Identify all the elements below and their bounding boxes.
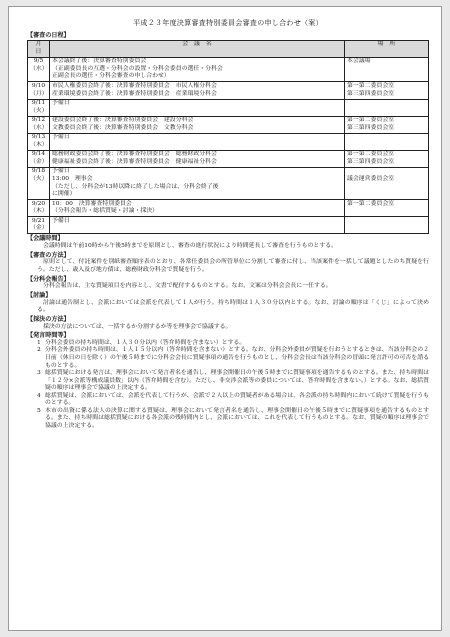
schedule-room-line: 第一第二委員会室 bbox=[347, 117, 395, 124]
schedule-meeting bbox=[50, 57, 345, 82]
schedule-date bbox=[28, 99, 50, 116]
section-heading: 【討論】 bbox=[27, 291, 52, 299]
speaking-item bbox=[27, 408, 429, 431]
item-number: 1 bbox=[37, 339, 41, 346]
schedule-meeting-line: 予備日 bbox=[52, 217, 70, 224]
item-text: 本市の出資に係る法人の決算に関する質疑は、理事会において発言者名を通告し、理事会開催日の午後５時までに質疑事項を通告するものとする。また、持ち時間は総括質疑における各会派の残時間内とし、会派においては、これを代表して行うものとする。なお、質疑の順序は理事会で協議の上決定する。 bbox=[45, 407, 429, 429]
schedule-room-line: 第三第四委員会室 bbox=[347, 158, 395, 165]
schedule-meeting-line: 予備日 bbox=[52, 134, 70, 141]
schedule-header-row bbox=[28, 40, 429, 57]
item-number: 2 bbox=[37, 347, 41, 354]
section-paragraph: 採決の方法については、一括するか分割するか等を理事会で協議する。 bbox=[43, 323, 232, 330]
schedule-row bbox=[28, 133, 429, 150]
schedule-meeting-line: 本会議終了後：決算審査特別委員会 bbox=[52, 58, 147, 65]
header-room: 場 所 bbox=[345, 40, 429, 57]
schedule-room bbox=[345, 116, 429, 133]
schedule-room-line: 第三第四委員会室 bbox=[347, 124, 395, 131]
schedule-room-line: 第一第二委員会室 bbox=[347, 200, 395, 207]
schedule-date-line: （木） bbox=[30, 208, 48, 215]
schedule-date bbox=[28, 57, 50, 82]
schedule-room-line: 第一第二委員会室 bbox=[347, 82, 395, 89]
schedule-date bbox=[28, 217, 50, 234]
schedule-date bbox=[28, 82, 50, 99]
speaking-heading: 【発言時間等】 bbox=[27, 332, 70, 340]
schedule-room bbox=[345, 99, 429, 116]
schedule-date bbox=[28, 167, 50, 199]
schedule-date-line: 9/14 bbox=[31, 151, 46, 158]
schedule-room bbox=[345, 150, 429, 167]
schedule-row bbox=[28, 200, 429, 217]
schedule-date bbox=[28, 116, 50, 133]
schedule-date-line: 9/21 bbox=[31, 217, 46, 224]
schedule-row bbox=[28, 82, 429, 99]
schedule-meeting bbox=[50, 217, 345, 234]
schedule-row bbox=[28, 167, 429, 199]
schedule-date-line: （金） bbox=[30, 158, 48, 165]
item-number: 3 bbox=[37, 370, 41, 377]
schedule-row bbox=[28, 57, 429, 82]
schedule-meeting bbox=[50, 82, 345, 99]
schedule-meeting-line: （正副委員長の互選・分科会の設置・分科会委員の選任・分科会 bbox=[52, 65, 223, 72]
schedule-date-line: （水） bbox=[30, 65, 48, 72]
section-heading: 【採決の方法】 bbox=[27, 315, 70, 323]
schedule-meeting bbox=[50, 133, 345, 150]
schedule-meeting-line: に開催） bbox=[52, 191, 76, 198]
schedule-meeting-line: 建設委員会終了後：決算審査特別委員会 建設分科会 bbox=[52, 117, 194, 124]
schedule-meeting-line: 予備日 bbox=[52, 168, 70, 175]
schedule-row bbox=[28, 217, 429, 234]
document-title: 平成２３年度決算審査特別委員会審査の申し合わせ（案） bbox=[133, 19, 323, 27]
schedule-room bbox=[345, 200, 429, 217]
schedule-date-line: （火） bbox=[30, 107, 48, 114]
schedule-room bbox=[345, 57, 429, 82]
schedule-meeting-line: 10：00 決算審査特別委員会 bbox=[52, 200, 132, 207]
schedule-room-line: 第一第二委員会室 bbox=[347, 151, 395, 158]
schedule-date bbox=[28, 133, 50, 150]
item-number: 5 bbox=[37, 407, 41, 414]
header-meeting: 会 議 名 bbox=[50, 40, 345, 57]
schedule-meeting-line: 予備日 bbox=[52, 100, 70, 107]
schedule-date-line: 9/20 bbox=[31, 200, 46, 207]
schedule-row bbox=[28, 99, 429, 116]
schedule-meeting-line: 正副会長の選任・分科会審査の申し合わせ） bbox=[52, 73, 170, 80]
item-number: 4 bbox=[37, 392, 41, 399]
schedule-date-line: 9/13 bbox=[31, 134, 46, 141]
schedule-date-line: 9/11 bbox=[31, 100, 46, 107]
schedule-date-line: （火） bbox=[30, 176, 48, 182]
schedule-meeting-line: 市民人権委員会終了後：決算審査特別委員会 市民人権分科会 bbox=[52, 82, 217, 89]
schedule-room bbox=[345, 82, 429, 99]
item-text: 総括質疑は、会派においては、会派を代表して行うが、会派で２人以上の質疑者がある場合は、各会派の持ち時間内において続けて質疑を行うものとする。 bbox=[45, 392, 429, 407]
schedule-meeting-line: 産業環境委員会終了後：決算審査特別委員会 産業環境分科会 bbox=[52, 90, 217, 97]
schedule-room bbox=[345, 133, 429, 150]
schedule-date-line: （木） bbox=[30, 141, 48, 148]
document-page bbox=[8, 6, 442, 631]
schedule-meeting-line: 総務財政委員会終了後：決算審査特別委員会 総務財政分科会 bbox=[52, 151, 217, 158]
schedule-meeting-line: 13:00 理事会 bbox=[52, 176, 93, 182]
section-paragraph: 討論は通告制とし、会派においては会派を代表して１人が行う。持ち時間は１人３０分以内とする。なお、討論の順序は「くじ」によって決める。 bbox=[37, 299, 429, 314]
schedule-meeting bbox=[50, 116, 345, 133]
schedule-date-line: 9/12 bbox=[31, 117, 46, 124]
schedule-meeting bbox=[50, 99, 345, 116]
section-paragraph: 原則として、付託案件を別紙審査順序表のとおり、各常任委員会の所管単位に分割して審査に付し、当該案件を一括して議題としたのち質疑を行う。ただし、歳入及び地方債は、総務財政分科会で質疑を行う。 bbox=[37, 259, 429, 274]
schedule-date-line: 9/5 bbox=[33, 58, 44, 65]
section-heading: 【分科会報告】 bbox=[27, 275, 70, 283]
schedule-meeting bbox=[50, 167, 345, 199]
header-date: 月 日 bbox=[28, 40, 50, 57]
schedule-meeting-line: （分科会報告・総括質疑・討論・採決） bbox=[52, 208, 159, 215]
schedule-date bbox=[28, 200, 50, 217]
item-text: 分科会委員の持ち時間は、１人３０分以内（答弁時間を含まない）とする。 bbox=[45, 339, 246, 346]
speaking-item bbox=[27, 347, 429, 370]
schedule-date-line: 9/10 bbox=[31, 82, 46, 89]
schedule-room-line: 本会議場 bbox=[347, 58, 371, 65]
schedule-room bbox=[345, 217, 429, 234]
schedule-date-line: （月） bbox=[30, 90, 48, 97]
item-text: 分科会外委員の持ち時間は、１人１５分以内（答弁時間を含まない）とする。なお、分科会外委員が質疑を行おうとするときは、当該分科会の２日前（休日の日を除く）の午後５時までに分科会会長に質疑事項の通告を行うものとし、分科会会長は当該分科会の冒頭に発言許可の可否を諮るものとする。 bbox=[45, 347, 429, 369]
schedule-date-line: （水） bbox=[30, 124, 48, 131]
section-paragraph: 分科会報告は、主な質疑項目を内容とし、文書で配付するものとする。なお、文案は分科会会長に一任する。 bbox=[43, 283, 332, 290]
schedule-table bbox=[27, 40, 429, 235]
schedule-room bbox=[345, 167, 429, 199]
schedule-room-line: 第三第四委員会室 bbox=[347, 90, 395, 97]
schedule-room-line: 議会運営委員会室 bbox=[347, 176, 395, 182]
schedule-date-line: （金） bbox=[30, 225, 48, 232]
item-text: 総括質疑における発言は、理事会において発言者名を通告し、理事会開催日の午後５時までに質疑事項を通告するものとする。また、持ち時間は「１２分×会派等構成議員数」以内（答弁時間を含む）。ただし、非交渉会派等の委員については、答弁時間を含まない。）とする。なお、総括質疑の順序は理事会で協議の上決定する。 bbox=[45, 370, 429, 392]
section-heading: 【審査の方法】 bbox=[27, 251, 70, 259]
schedule-date-line: 9/18 bbox=[31, 168, 46, 175]
schedule-meeting bbox=[50, 150, 345, 167]
speaking-item bbox=[27, 370, 429, 393]
schedule-heading: 【審査の日程】 bbox=[27, 31, 70, 39]
schedule-meeting-line: （ただし、分科会が13時以降に終了した場合は、分科会終了後 bbox=[52, 183, 219, 190]
section-heading: 【会議時間】 bbox=[27, 235, 64, 243]
schedule-meeting-line: 文教委員会終了後：決算審査特別委員会 文教分科会 bbox=[52, 124, 194, 131]
schedule-meeting bbox=[50, 200, 345, 217]
schedule-row bbox=[28, 150, 429, 167]
section-paragraph: 会議時間は午前10時から午後5時までを原則とし、審査の進行状況により時間延長して審査を行うものとする。 bbox=[43, 243, 337, 250]
schedule-meeting-line: 健康福祉委員会終了後：決算審査特別委員会 健康福祉分科会 bbox=[52, 158, 217, 165]
schedule-room-line bbox=[347, 168, 426, 176]
schedule-date bbox=[28, 150, 50, 167]
schedule-row bbox=[28, 116, 429, 133]
speaking-item bbox=[27, 393, 429, 408]
